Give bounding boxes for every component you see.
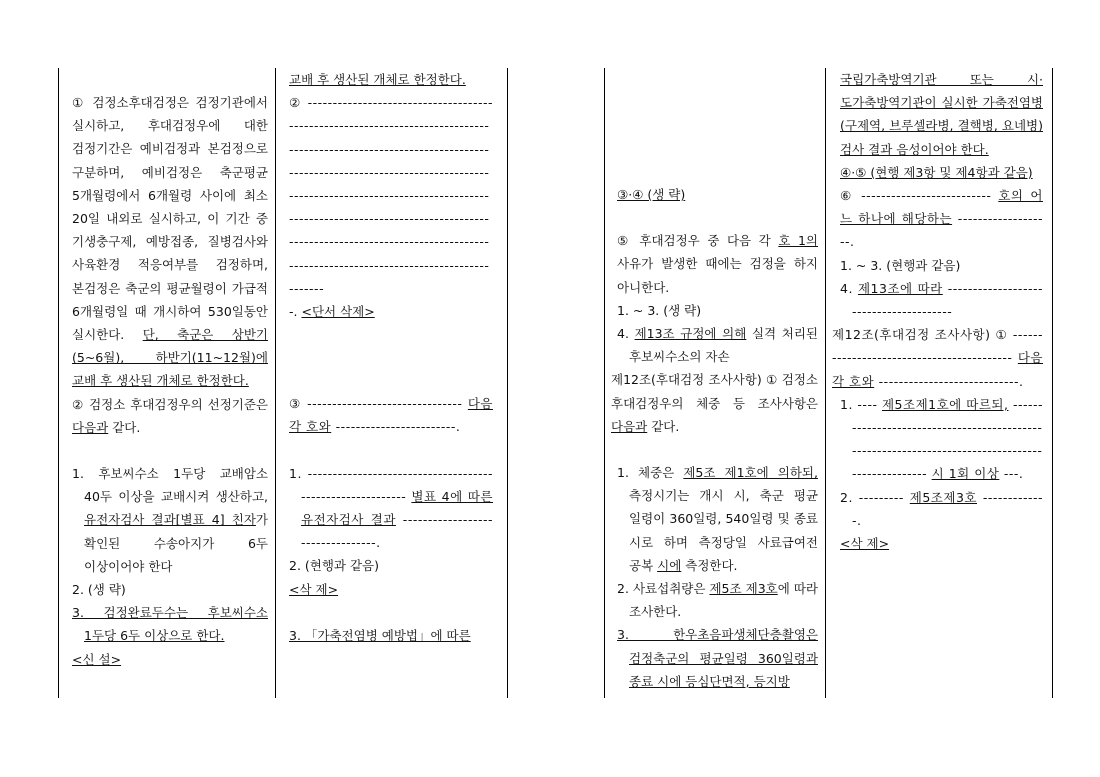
- table-border-divider-1: [275, 68, 276, 698]
- deleted-note: <삭 제>: [840, 536, 890, 552]
- continued-text: 교배 후 생산된 개체로 한정한다.: [289, 72, 466, 87]
- item-2: 2. (현행과 같음): [289, 558, 380, 574]
- item-4: 4. 제13조에 따라 ---------------------------------------: [840, 280, 1043, 320]
- current-text-column-1: [72, 68, 268, 671]
- table-border-divider-4: [825, 68, 826, 698]
- article-12-item-2: 2. 사료섭취량은 제5조 제3호에 따라 조사한다.: [617, 581, 818, 620]
- paragraph-2-end: -. <단서 삭제>: [289, 304, 375, 320]
- item-3: 3. 「가축전염병 예방법」에 따른: [289, 627, 471, 643]
- item-2: 2. (생 략): [72, 582, 126, 598]
- paragraph-6: ⑥ -------------------------- 호의 어느 하나에 해당하는 -------------------.: [840, 188, 1043, 250]
- table-border-left: [58, 68, 59, 698]
- article-12-item-3: 3. 한우초음파생체단층촬영은 검정축군의 평균일령 360일령과 종료 시에 등심단면적, 등지방: [617, 627, 818, 689]
- paragraph-4-5: ④·⑤ (현행 제3항 및 제4항과 같음): [840, 164, 1033, 180]
- item-1: 1. 후보씨수소 1두당 교배암소 40두 이상을 교배시켜 생산하고, 유전자검사 결과[별표 4] 친자가 확인된 수송아지가 6두 이상이어야 한다: [72, 466, 268, 574]
- table-border-divider-2: [507, 68, 508, 698]
- article-12-item-2: 2. --------- 제5조제3호 -------------.: [840, 489, 1044, 528]
- deleted-note: <삭 제>: [289, 581, 339, 597]
- paragraph-1: ① 검정소후대검정은 검정기관에서 실시하고, 후대검정우에 대한 검정기간은 예비검정과 본검정으로 구분하며, 예비검정은 축군평균 5개월령에서 6개월령 사이에 최소 20일 내외로 실시하고, 이 기간 중 기생충구제, 예방접종, 질병검사와 사육환경 적응여부를 검정하며, 본검정은 축군의 평균월령이 가급적 6개월령일 때 개시하여 530일동안 실시한다. 단, 축군은 상반기(5~6월), 하반기(11~12월)에 교배 후 생산된 개체로 한정한다.: [72, 95, 268, 389]
- item-1: 1. ---------------------------------------------------------- 별표 4에 따른 유전자검사 결과 ---------------------------------.: [289, 465, 493, 551]
- continued-text: 국립가축방역기관 또는 시·도가축방역기관이 실시한 가축전염병(구제역, 브루셀라병, 결핵병, 요네병) 검사 결과 음성이어야 한다.: [840, 72, 1043, 157]
- paragraph-2: ② 검정소 후대검정우의 선정기준은 다음과 같다.: [72, 396, 268, 435]
- item-4: 4. 제13조 규정에 의해 실격 처리된 후보씨수소의 자손: [617, 326, 818, 365]
- item-3: 3. 검정완료두수는 후보씨수소 1두당 6두 이상으로 한다.: [72, 605, 268, 644]
- table-border-right: [1052, 68, 1053, 698]
- current-text-column-2: [611, 68, 819, 693]
- paragraph-3-4: ③·④ (생 략): [617, 187, 686, 202]
- table-border-divider-3: [604, 68, 605, 698]
- new-clause-note: <신 설>: [72, 651, 122, 667]
- article-12: 제12조(후대검정 조사사항) ① 검정소 후대검정우의 체중 등 조사사항은 다음과 같다.: [611, 372, 818, 434]
- amended-text-column-2: [832, 68, 1044, 555]
- items-1-3: 1. ~ 3. (생 략): [617, 302, 702, 318]
- amended-text-column-1: [289, 68, 493, 647]
- items-1-3: 1. ~ 3. (현행과 같음): [840, 257, 961, 273]
- article-12-item-1: 1. ---- 제5조제1호에 따르되, ------------------------------------------------------------------------------------------------- 시 1회 이상 ---.: [840, 396, 1044, 482]
- paragraph-3: ③ ------------------------------- 다음 각 호와 ------------------------.: [289, 396, 493, 435]
- article-12-item-1: 1. 체중은 제5조 제1호에 의하되, 측정시기는 개시 시, 축군 평균 일령이 360일령, 540일령 및 종료 시로 하며 측정당일 사료급여전 공복 시에 측정한다.: [617, 465, 818, 573]
- article-12: 제12조(후대검정 조사사항) ① ------------------------------------------ 다음 각 호와 ----------------------------.: [832, 327, 1043, 389]
- paragraph-2-dashes: ② ------------------------------------------------------------------------------------------------------------------------------------------------------------------------------------------------------------------------------------------------------------------------------------------------------------------------------------: [289, 95, 493, 296]
- paragraph-5: ⑤ 후대검정우 중 다음 각 호 1의 사유가 발생한 때에는 검정을 하지 아니한다.: [617, 233, 819, 295]
